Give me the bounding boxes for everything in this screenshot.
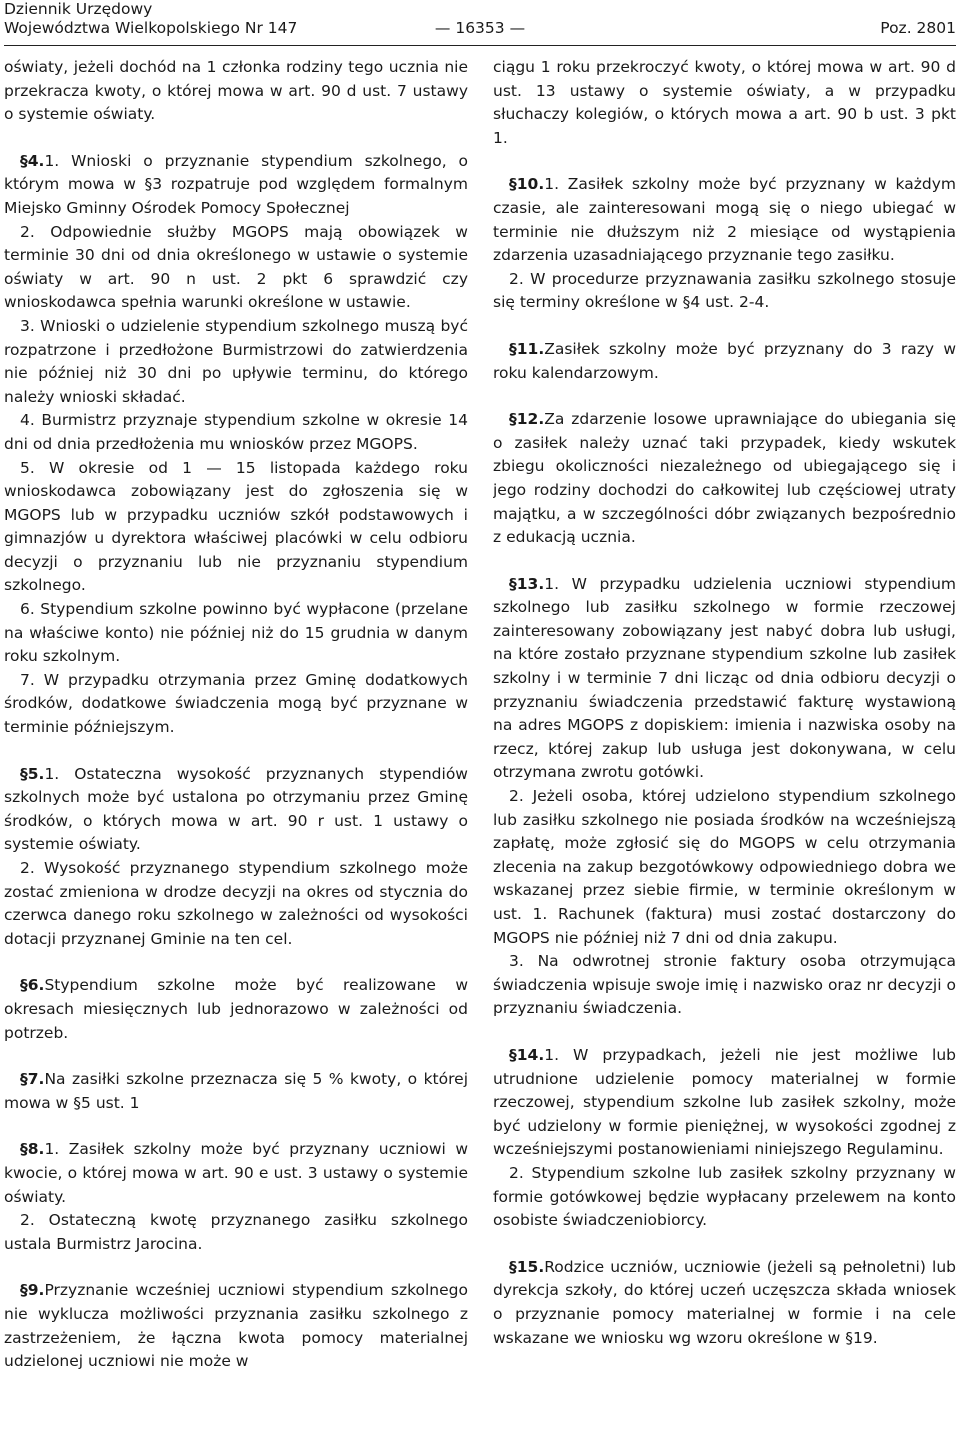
- paragraph-text: Rodzice uczniów, uczniowie (jeżeli są pełnoletni) lub dyrekcja szkoły, do której uczeń uczęszcza składa wniosek o przyznanie pomocy materialnej w formie i na cele wskazane we wniosku wg wzoru określone w §19.: [493, 1257, 956, 1347]
- paragraph-text: 6. Stypendium szkolne powinno być wypłacone (przelane na właściwe konto) nie później niż do 15 grudnia w danym roku szkolnym.: [4, 600, 468, 666]
- section-number: §12.: [509, 410, 545, 429]
- section-number: §10.: [509, 175, 545, 194]
- paragraph-text: 1. W przypadku udzielenia uczniowi stypendium szkolnego lub zasiłku szkolnego w formie rzeczowej zainteresowany zobowiązany jest nabyć dobra lub usługi, na które zostało przyznane stypendium szkolne lub zasiłek szkolny i w terminie 7 dni licząc od dnia odbioru decyzji o przyznaniu świadczenia przedstawić fakturę wystawioną na adres MGOPS z dopiskiem: imienia i nazwiska osoby na rzecz, której zakup lub usługa jest dokonywana, w celu otrzymana zwrotu gotówki.: [493, 574, 956, 782]
- paragraph: [493, 268, 956, 315]
- paragraph-text: 2. Stypendium szkolne lub zasiłek szkolny przyznany w formie gotówkowej będzie wypłacany przelewem na konto osobiste świadczeniobiorcy.: [493, 1163, 956, 1230]
- page-number: — 16353 —: [434, 19, 526, 37]
- paragraph: [4, 150, 468, 221]
- section-number: §4.: [20, 151, 45, 170]
- paragraph: [493, 1256, 956, 1350]
- section-gap: [493, 550, 956, 573]
- paragraph-text: ciągu 1 roku przekroczyć kwoty, o której mowa w art. 90 d ust. 13 ustawy o systemie oświaty, a w przypadku słuchaczy kolegiów, o których mowa a art. 90 b ust. 3 pkt 1.: [493, 58, 956, 147]
- section-gap: [4, 1256, 468, 1279]
- section-number: §9.: [20, 1281, 45, 1300]
- paragraph-text: Zasiłek szkolny może być przyznany do 3 razy w roku kalendarzowym.: [493, 339, 956, 382]
- paragraph: [493, 950, 956, 1021]
- paragraph: [493, 1162, 956, 1233]
- section-number: §6.: [20, 976, 45, 995]
- paragraph-text: 1. W przypadkach, jeżeli nie jest możliwe lub utrudnione udzielenie pomocy materialnej w formie rzeczowej, stypendium szkolne lub zasiłek szkolny, może być udzielony w formie pieniężnej, w wysokości zgodnej z wcześniejszymi postanowieniami niniejszego Regulaminu.: [493, 1045, 956, 1159]
- paragraph: [4, 669, 468, 740]
- paragraph: [4, 857, 468, 951]
- paragraph-text: Na zasiłki szkolne przeznacza się 5 % kwoty, o której mowa w §5 ust. 1: [4, 1070, 468, 1112]
- paragraph: [4, 221, 468, 315]
- paragraph: [4, 974, 468, 1045]
- journal-title: Dziennik Urzędowy: [4, 0, 153, 18]
- paragraph-text: 3. Wnioski o udzielenie stypendium szkolnego muszą być rozpatrzone i przedłożone Burmistrzowi do zatwierdzenia nie później niż 30 dni po upływie terminu, do którego należy wnioski składać.: [4, 316, 468, 406]
- section-number: §11.: [509, 339, 545, 358]
- paragraph-text: 3. Na odwrotnej stronie faktury osoba otrzymująca świadczenia wpisuje swoje imię i nazwisko oraz nr decyzji o przyznaniu świadczenia.: [493, 952, 956, 1018]
- section-number: §7.: [20, 1070, 45, 1089]
- paragraph: [4, 315, 468, 409]
- section-number: §8.: [20, 1140, 45, 1159]
- paragraph: [493, 785, 956, 950]
- paragraph: [4, 409, 468, 456]
- paragraph-text: 5. W okresie od 1 — 15 listopada każdego roku wnioskodawca zobowiązany jest do zgłoszenia się w MGOPS lub w przypadku uczniów szkół podstawowych i gimnazjów u dyrektora właściwej placówki w celu odbioru decyzji o przyznaniu lub nie przyznaniu stypendium szkolnego.: [4, 458, 468, 595]
- paragraph-text: 2. W procedurze przyznawania zasiłku szkolnego stosuje się terminy określone w §4 ust. 2-4.: [493, 269, 956, 312]
- paragraph: [4, 1068, 468, 1115]
- header-rule: [4, 45, 956, 46]
- paragraph: [4, 1279, 468, 1373]
- paragraph: [493, 1044, 956, 1162]
- section-gap: [493, 385, 956, 408]
- paragraph-text: 1. Zasiłek szkolny może być przyznany w każdym czasie, ale zainteresowani mogą się o niego ubiegać w terminie nie dłuższym niż 2 miesiące od wystąpienia zdarzenia uzasadniającego przyznanie tego zasiłku.: [493, 175, 956, 265]
- paragraph: [4, 598, 468, 669]
- paragraph-text: 2. Odpowiednie służby MGOPS mają obowiązek w terminie 30 dni od dnia określonego w ustawie o systemie oświaty w art. 90 n ust. 2 pkt 6 sprawdzić czy wnioskodawca spełnia warunki określone w ustawie.: [4, 222, 468, 312]
- paragraph-text: 1. Wnioski o przyznanie stypendium szkolnego, o którym mowa w §3 rozpatruje pod względem formalnym Miejsko Gminny Ośrodek Pomocy Społecznej: [4, 151, 468, 217]
- section-number: §5.: [20, 764, 45, 783]
- right-column: [493, 56, 956, 1451]
- section-number: §15.: [509, 1257, 545, 1276]
- position-number: Poz. 2801: [880, 19, 956, 37]
- paragraph: [4, 1138, 468, 1209]
- section-gap: [4, 1115, 468, 1138]
- section-gap: [493, 315, 956, 338]
- section-gap: [4, 1045, 468, 1068]
- section-gap: [4, 740, 468, 763]
- paragraph: [493, 56, 956, 150]
- paragraph-text: 1. Ostateczna wysokość przyznanych stypendiów szkolnych może być ustalona po otrzymaniu przez Gminę środków, o których mowa w art. 90 r ust. 1 ustawy o systemie oświaty.: [4, 764, 468, 854]
- section-gap: [4, 127, 468, 150]
- paragraph-text: Stypendium szkolne może być realizowane w okresach miesięcznych lub jednorazowo w zależności od potrzeb.: [4, 976, 468, 1042]
- section-number: §13.: [509, 574, 545, 593]
- paragraph: [493, 173, 956, 267]
- section-gap: [493, 150, 956, 173]
- section-gap: [493, 1233, 956, 1256]
- paragraph: [4, 763, 468, 857]
- paragraph-text: Przyznanie wcześniej uczniowi stypendium szkolnego nie wyklucza możliwości przyznania zasiłku szkolnego z zastrzeżeniem, że łączna kwota pomocy materialnej udzielonej uczniowi nie może w: [4, 1281, 468, 1371]
- paragraph-text: 7. W przypadku otrzymania przez Gminę dodatkowych środków, dodatkowe świadczenia mogą być przyznane w terminie późniejszym.: [4, 670, 468, 737]
- paragraph: [493, 573, 956, 785]
- section-gap: [4, 951, 468, 974]
- paragraph: [4, 1209, 468, 1256]
- paragraph-text: oświaty, jeżeli dochód na 1 członka rodziny tego ucznia nie przekracza kwoty, o której mowa w art. 90 d ust. 7 ustawy o systemie oświaty.: [4, 58, 468, 124]
- paragraph: [4, 457, 468, 599]
- paragraph-text: 1. Zasiłek szkolny może być przyznany uczniowi w kwocie, o której mowa w art. 90 e ust. 3 ustawy o systemie oświaty.: [4, 1140, 468, 1206]
- paragraph-text: 4. Burmistrz przyznaje stypendium szkolne w okresie 14 dni od dnia przedłożenia mu wniosków przez MGOPS.: [4, 411, 468, 453]
- paragraph: [4, 56, 468, 127]
- paragraph: [493, 338, 956, 385]
- paragraph-text: 2. Ostateczną kwotę przyznanego zasiłku szkolnego ustala Burmistrz Jarocina.: [4, 1211, 468, 1253]
- paragraph-text: 2. Jeżeli osoba, której udzielono stypendium szkolnego lub zasiłku szkolnego nie posiada środków na wcześniejszą zapłatę, może zgłosić się do MGOPS w celu otrzymania zlecenia na zakup bezgotówkowy odpowiedniego dobra we wskazanej przez siebie firmie, w terminie określonym w ust. 1. Rachunek (faktura) musi zostać dostarczony do MGOPS nie później niż 7 dni od dnia zakupu.: [493, 787, 956, 947]
- page-header: [4, 0, 956, 44]
- section-number: §14.: [509, 1045, 545, 1064]
- left-column: [4, 56, 468, 1451]
- journal-region-issue: Województwa Wielkopolskiego Nr 147: [4, 19, 298, 37]
- section-gap: [493, 1021, 956, 1044]
- paragraph-text: Za zdarzenie losowe uprawniające do ubiegania się o zasiłek należy uznać taki przypadek, kiedy wskutek zbiegu okoliczności niezależnego od ubiegającego się i jego rodziny dochodzi do całkowitej lub częściowej utraty majątku, a w szczególności dóbr związanych bezpośrednio z edukacją ucznia.: [493, 410, 956, 547]
- paragraph: [493, 408, 956, 550]
- paragraph-text: 2. Wysokość przyznanego stypendium szkolnego może zostać zmieniona w drodze decyzji na okres od stycznia do czerwca danego roku szkolnego w zależności od wysokości dotacji przyznanej Gminie na ten cel.: [4, 859, 468, 948]
